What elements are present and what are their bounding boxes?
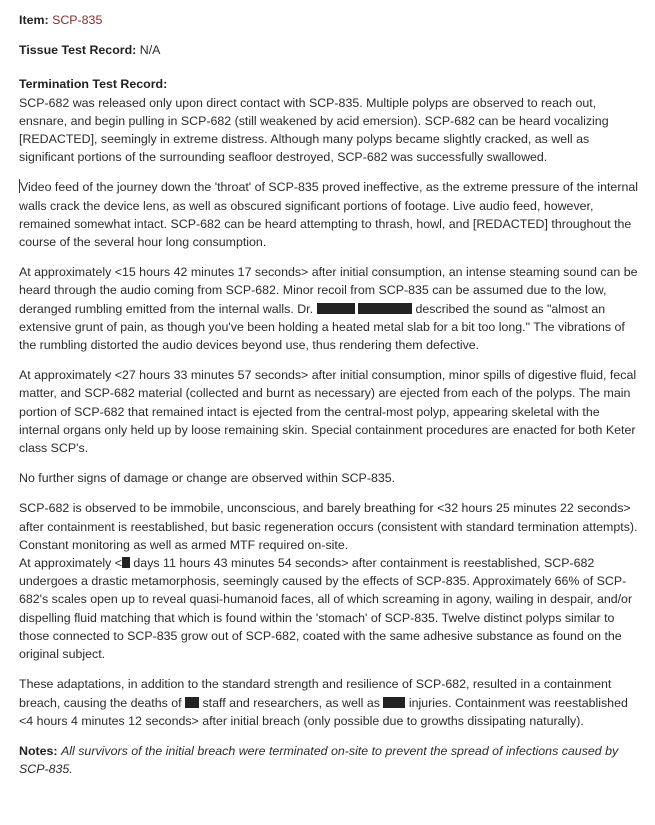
item-label: Item: (19, 13, 49, 27)
termination-label: Termination Test Record: (19, 77, 168, 92)
item-value-link[interactable]: SCP-835 (52, 13, 103, 27)
redaction-bar (358, 303, 412, 314)
paragraph-8-text-b: staff and researchers, as well as (199, 695, 380, 710)
termination-paragraph-2 (19, 178, 641, 251)
redaction-bar (122, 557, 130, 568)
termination-paragraph-6: SCP-682 is observed to be immobile, unconscious, and barely breathing for <32 hours 25 minutes 22 seconds> after containment is reestablished, but basic regeneration occurs (consistent with standard termination attempts). Constant monitoring as well as armed MTF required on-site. (19, 501, 638, 552)
tissue-value: N/A (139, 43, 161, 58)
item-field (19, 11, 641, 29)
termination-paragraph-8 (19, 675, 641, 730)
paragraph-7-text-a: At approximately < (19, 556, 122, 571)
redaction-bar (383, 697, 405, 708)
notes-text: All survivors of the initial breach were terminated on-site to prevent the spread of infections caused by SCP-835. (19, 743, 619, 777)
termination-paragraph-4: At approximately <27 hours 33 minutes 57 seconds> after initial consumption, minor spills of digestive fluid, fecal matter, and SCP-682 material (collected and burnt as necessary) are ejected from each of the polyps. The main portion of SCP-682 that remained intact is ejected from the central-most polyp, appearing skeletal with the internal organs only held up by loose remaining skin. Special containment procedures are enacted for both Keter class SCP's. (19, 368, 637, 456)
paragraph-7-text-b: days 11 hours 43 minutes 54 seconds> after containment is reestablished, SCP-682 undergoes a drastic metamorphosis, seemingly caused by the effects of SCP-835. Approximately 66% of SCP-682's scales open up to reveal quasi-humanoid faces, all of which screaming in agony, wailing in despair, and/or dispelling fluid matching that which is found within the 'stomach' of SCP-835. Twelve distinct polyps similar to those connected to SCP-835 grow out of SCP-682, coated with the same adhesive substance as found on the original subject. (19, 556, 633, 662)
termination-section (19, 75, 641, 730)
termination-paragraph-5: No further signs of damage or change are observed within SCP-835. (19, 471, 396, 486)
tissue-field (19, 41, 641, 59)
redaction-bar (185, 697, 199, 708)
tissue-label: Tissue Test Record: (19, 43, 137, 58)
notes-label: Notes: (19, 743, 58, 758)
paragraph-8-text-c: injuries. Containment was reestablished <4 hours 4 minutes 12 seconds> after initial breach (only possible due to growths dissipating naturally). (19, 695, 628, 728)
paragraph-8-text-a: These adaptations, in addition to the standard strength and resilience of SCP-682, resulted in a containment breach, causing the deaths of (19, 677, 612, 710)
termination-paragraph-1: SCP-682 was released only upon direct contact with SCP-835. Multiple polyps are observed to reach out, ensnare, and begin pulling in SCP-682 (still weakened by acid emersion). SCP-682 can be heard vocalizing [REDACTED], seemingly in extreme distress. Although many polyps became slightly cracked, as well as significant portions of the surrounding seafloor destroyed, SCP-682 was successfully swallowed. (19, 95, 609, 165)
paragraph-3-text-b: described the sound as "almost an extensive grunt of pain, as though you've been holding a heated metal slab for a bit too long." The vibrations of the rumbling distorted the audio devices beyond use, thus rendering them defective. (19, 301, 625, 353)
termination-paragraph-7 (19, 554, 641, 663)
termination-paragraph-3 (19, 263, 641, 354)
redaction-bar (317, 303, 355, 314)
paragraph-2-text: Video feed of the journey down the 'throat' of SCP-835 proved ineffective, as the extreme pressure of the internal walls crack the device lens, as well as obscured significant portions of footage. Live audio feed, however, remained somewhat intact. SCP-682 can be heard attempting to thrash, howl, and [REDACTED] throughout the course of the several hour long consumption. (19, 180, 638, 250)
paragraph-3-text-a: At approximately <15 hours 42 minutes 17 seconds> after initial consumption, an intense steaming sound can be heard through the audio coming from SCP-682. Minor recoil from SCP-835 can be assumed due to the low, deranged rumbling emitted from the internal walls. Dr. (19, 265, 638, 316)
notes-section (19, 742, 641, 778)
